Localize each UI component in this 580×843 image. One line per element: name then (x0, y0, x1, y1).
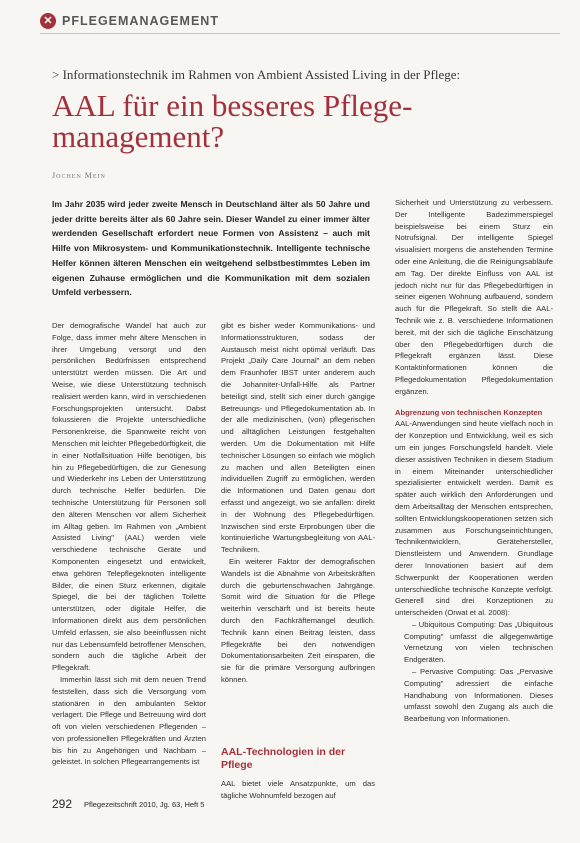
body-column-2 (221, 320, 375, 686)
body-column-3 (395, 197, 553, 725)
article-title (52, 90, 552, 152)
body-paragraph: Ein weiterer Faktor der demografischen Wandels ist die Abnahme von Arbeitskräften durch die geburtenschwachen Jahrgänge. Somit wird die Situation für die Pflege weiterhin verschärft und ist bereits heute durch den Fachkräftemangel deutlich. Technik kann einen Beitrag leisten, dass Pflegekräfte bei den notwendigen Dokumentationsarbeiten Zeit einsparen, die sie für die primäre Versorgung aufbringen können. (221, 556, 375, 684)
subheading-aal-technologies: AAL-Technologien in der Pflege (221, 746, 346, 771)
subheading-technical-concepts: Abgrenzung von technischen Konzepten (395, 407, 543, 417)
body-paragraph: AAL bietet viele Ansatzpunkte, um das tägliche Wohnumfeld bezogen auf (221, 779, 375, 800)
lead-paragraph: Im Jahr 2035 wird jeder zweite Mensch in Deutschland älter als 50 Jahre und jeder dritte bereits älter als 60 Jahre sein. Dieser Wandel zu einer immer älter werdenden Gesellschaft erfordert neue Formen von Assistenz – auch mit Hilfe von Mikrosystem- und Kommunikationstechnik. Intelligente technische Helfer können älteren Menschen ein weitgehend selbstbestimmtes Leben im eigenen Zuhause ermöglichen und die Kommunikation mit dem sozialen Umfeld verbessern. (52, 199, 370, 298)
article-overline: > Informationstechnik im Rahmen von Ambient Assisted Living in der Pflege: (52, 67, 461, 82)
title-line-2: management? (52, 119, 225, 154)
section-header (40, 11, 560, 34)
body-paragraph: gibt es bisher weder Kommunikations- und Informationsstrukturen, sodass der Austausch meist nicht optimal verläuft. Das Projekt „Daily Care Journal" an dem neben dem Fraunhofer IBST unter anderem auch die Johanniter-Unfall-Hilfe als Partner beteiligt sind, stellt sich einer durch gängige Betreuungs- und Pflegedokumentation ab. In der alle medizinischen, (von) pflegerischen und alltäglichen Leistungen festgehalten werden. Um die Dokumentation mit Hilfe technischer Lösungen so einfach wie möglich zu machen und allen Beteiligten einen individuellen Zugriff zu ermöglichen, werden die Informationen und Daten genau dort erfasst und angezeigt, wo sie anfallen: direkt in der Wohnung des Pflegebedürftigen. Inzwischen sind erste Erprobungen über die kontinuierliche Wartungsbegleitung von AAL-Technikern. (221, 321, 375, 555)
section-label: PFLEGEMANAGEMENT (62, 14, 219, 28)
author-name: Jochen Mein (52, 171, 106, 180)
journal-citation: Pflegezeitschrift 2010, Jg. 63, Heft 5 (84, 800, 205, 809)
bullet-item: – Pervasive Computing: Das „Pervasive Computing" adressiert die einfache Handhabung von Informationen. Dieses umfasst sowohl den Zugang als auch die Bearbeitung von Informationen. (404, 667, 553, 724)
bullet-item: – Ubiquitous Computing: Das „Ubiquitous Computing" umfasst die allgegenwärtige Vernetzung von vielen technischen Endgeräten. (404, 619, 553, 665)
title-line-1: AAL für ein besseres Pflege- (52, 88, 413, 123)
page-number: 292 (52, 797, 73, 811)
x-circle-icon: ✕ (40, 13, 56, 29)
body-column-1 (52, 320, 206, 768)
body-paragraph: AAL-Anwendungen sind heute vielfach noch in der Konzeption und Entwicklung, weil es sich um ein junges Forschungsfeld handelt. Viele dieser assistiven Techniken in diesem Stadium in einem Miteinander unterschiedlicher spezialisierter entwickelt werden. Damit es später auch wirklich den Anforderungen und dem Arbeitsalltag der Menschen entsprechen, sollten Entwicklungskooperationen setzen sich zusammen aus Forschungseinrichtungen, Technikentwicklern, Gerätehersteller, Dienstleistern und Anwendern. Grundlage derer Innovationen basiert auf dem Schwerpunkt der Kooperationen werden unterschiedliche technische Konzepte verfolgt. Generell sind drei Konzeptionen zu unterscheiden (Orwat et al. 2008): (395, 419, 553, 618)
body-paragraph: Immerhin lässt sich mit dem neuen Trend feststellen, dass sich die Versorgung vom stationären in den ambulanten Sektor verlagert. Die Pflege und Betreuung wird dort oft von vielen verschiedenen Pflegenden – von professionellen Pflegekräften und Ärzten bis hin zu Angehörigen und Nachbarn – geleistet. In solchen Pflegearrangements ist (52, 674, 206, 767)
body-paragraph: Der demografische Wandel hat auch zur Folge, dass immer mehr ältere Menschen in ihrer Umgebung versorgt und den persönlichen Bedürfnissen entsprechend unterstützt werden müssen. Die Art und Weise, wie diese Unterstützung technisch realisiert werden kann, wird in verschiedenen Forschungsprojekten untersucht. Dabst fokussieren die Projekte unterschiedliche Personenkreise, die Spannweite reicht von Menschen mit leichter Pflegebedürftigkeit, die in einer Notfallsituation Hilfe benötigen, bis hin zu Pflegebedürftigen, die zur Genesung und Wiederkehr ins Leben der Unterstützung durch technische Helfer bedürfen. Die technische Unterstützung für Personen soll den älteren Menschen vor allem Sicherheit im Alltag geben. Im Rahmen von „Ambient Assisted Living" (AAL) werden viele verschiedene technische Geräte und Komponenten eingesetzt und entwickelt, etwa gehören Telepflegeknoten intelligente Bilder, die einen Sturz erkennen, digitale Spiegel, die bei der täglichen Toilette unterstützen, oder digitale Helfer, die Informationen direkt aus dem persönlichen Umfeld erfassen, sie also beeinflussen nicht nur das Lebensumfeld betroffener Menschen, sondern auch die tägliche Arbeit der Pflegekraft. (52, 321, 206, 673)
body-paragraph: Sicherheit und Unterstützung zu verbessern. Der Intelligente Badezimmerspiegel beispielsweise bei einem Sturz ein Notrufsignal. Der intelligente Spiegel visualisiert morgens die anstehenden Termine oder eine Anleitung, die die Reinigungsabläufe am Tag. Der direkte Einfluss von AAL ist jedoch nicht nur für das Pflegebedürftigen in seiner eigenen Wohnung aufbauend, sondern auch für die Pflegekraft. So stellt die AAL-Technik wie z. B. verschiedene Informationen bereit, mit der sich die tägliche Einschätzung über den Pflegebedürftigen durch die Pflegekraft ergänzen lässt. Diese Kontaktinformationen können die Pflegedokumentation Pflegedokumentation ergänzen. (395, 198, 553, 396)
